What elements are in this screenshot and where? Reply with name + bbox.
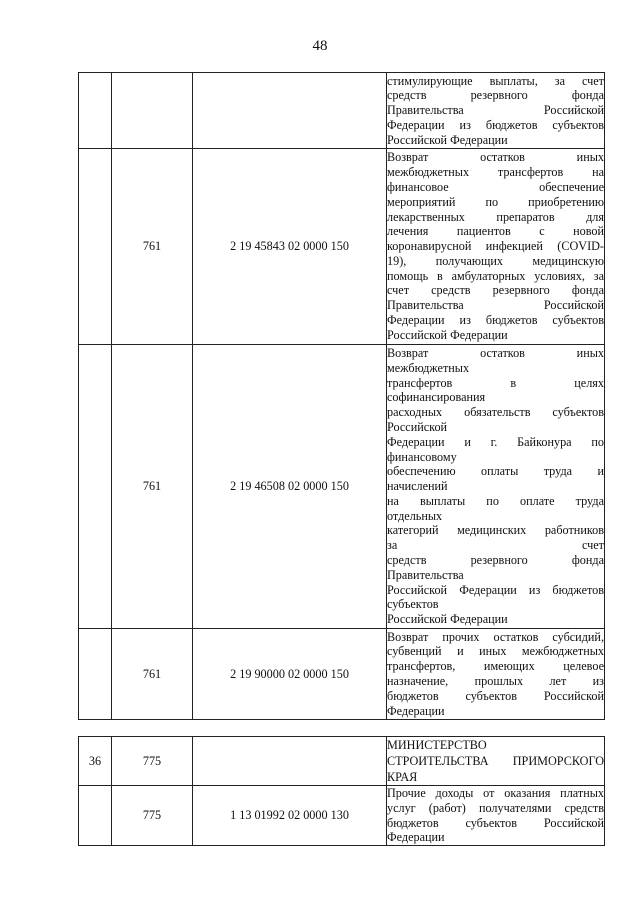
description-line: начислений [387,479,448,494]
description-line: межбюджетных трансфертов на [387,165,604,180]
description-line: Возврат прочих остатков субсидий, [387,629,604,644]
description-line: Возврат остатков иных [387,345,604,360]
description-cell [387,149,605,345]
table-row [79,786,605,846]
ministry-codes-table [78,736,605,846]
description-line: финансовому [387,449,457,464]
administrator-code-cell: 761 [112,149,193,345]
budget-code-cell [193,737,387,786]
description-line: счет средств резервного фонда [387,283,604,298]
description-cell [387,629,605,720]
description-line: трансфертов в целях [387,375,604,390]
description-line: финансовое обеспечение [387,179,604,194]
description-line: Правительства Российской [387,103,604,118]
description-line: Возврат остатков иных [387,150,604,165]
ministry-name-cell [387,737,605,786]
description-line: за счет [387,538,604,553]
page-number: 48 [312,38,328,54]
description-line: услуг (работ) получателями средств [387,800,604,815]
description-line: отдельных [387,508,443,523]
description-line: помощь в амбулаторных условиях, за [387,268,604,283]
description-line: трансфертов, имеющих целевое [387,659,604,674]
table-row [79,629,605,720]
description-line: Правительства Российской [387,298,604,313]
administrator-code-cell: 761 [112,629,193,720]
administrator-code-cell: 775 [112,786,193,846]
description-line: коронавирусной инфекцией (COVID- [387,239,604,254]
description-line: категорий медицинских работников [387,523,604,538]
description-line: Российской Федерации [387,132,508,147]
budget-code-cell: 2 19 45843 02 0000 150 [193,149,387,345]
description-line: межбюджетных [387,360,470,375]
administrator-code-cell: 775 [112,737,193,786]
description-line: Российской Федерации [387,327,508,342]
description-line: Федерации [387,703,445,718]
table-row [79,149,605,345]
description-line: Прочие доходы от оказания платных [387,786,604,800]
description-line: Российской Федерации из бюджетов [387,582,604,597]
description-line: средств резервного фонда [387,88,604,103]
administrator-code-cell [112,73,193,149]
description-line: бюджетов субъектов Российской [387,688,604,703]
description-line: МИНИСТЕРСТВО [387,738,487,752]
description-line: лекарственных препаратов для [387,209,604,224]
description-line: стимулирующие выплаты, за счет [387,73,604,88]
table-row [79,345,605,629]
description-line: Федерации и г. Байконура по [387,434,604,449]
description-line: обеспечению оплаты труда и [387,464,604,479]
description-line: Федерации из бюджетов субъектов [387,117,604,132]
row-number-cell [79,149,112,345]
description-line: Правительства [387,567,464,582]
description-line: КРАЯ [387,770,418,784]
row-number-cell [79,73,112,149]
description-line: Российской [387,419,448,434]
description-line: расходных обязательств субъектов [387,405,604,420]
budget-code-cell: 2 19 90000 02 0000 150 [193,629,387,720]
description-cell [387,786,605,846]
budget-code-cell: 1 13 01992 02 0000 130 [193,786,387,846]
description-line: Федерации [387,830,445,845]
description-line: софинансирования [387,390,486,405]
description-line: 19), получающих медицинскую [387,253,604,268]
budget-code-cell [193,73,387,149]
description-cell [387,345,605,629]
description-line: Российской Федерации [387,612,508,627]
description-line: лечения пациентов с новой [387,224,604,239]
description-line: СТРОИТЕЛЬСТВА ПРИМОРСКОГО [387,754,604,768]
description-line: субвенций и иных межбюджетных [387,644,604,659]
budget-codes-table [78,72,605,720]
row-number-cell [79,629,112,720]
description-line: субъектов [387,597,439,612]
description-line: на выплаты по оплате труда [387,493,604,508]
description-line: бюджетов субъектов Российской [387,815,604,830]
description-cell [387,73,605,149]
description-line: средств резервного фонда [387,553,604,568]
description-line: мероприятий по приобретению [387,194,604,209]
description-line: Федерации из бюджетов субъектов [387,313,604,328]
row-number-cell [79,786,112,846]
table-row [79,737,605,786]
row-number-cell [79,345,112,629]
administrator-code-cell: 761 [112,345,193,629]
row-number-cell: 36 [79,737,112,786]
description-line: назначение, прошлых лет из [387,674,604,688]
table-row [79,73,605,149]
budget-code-cell: 2 19 46508 02 0000 150 [193,345,387,629]
